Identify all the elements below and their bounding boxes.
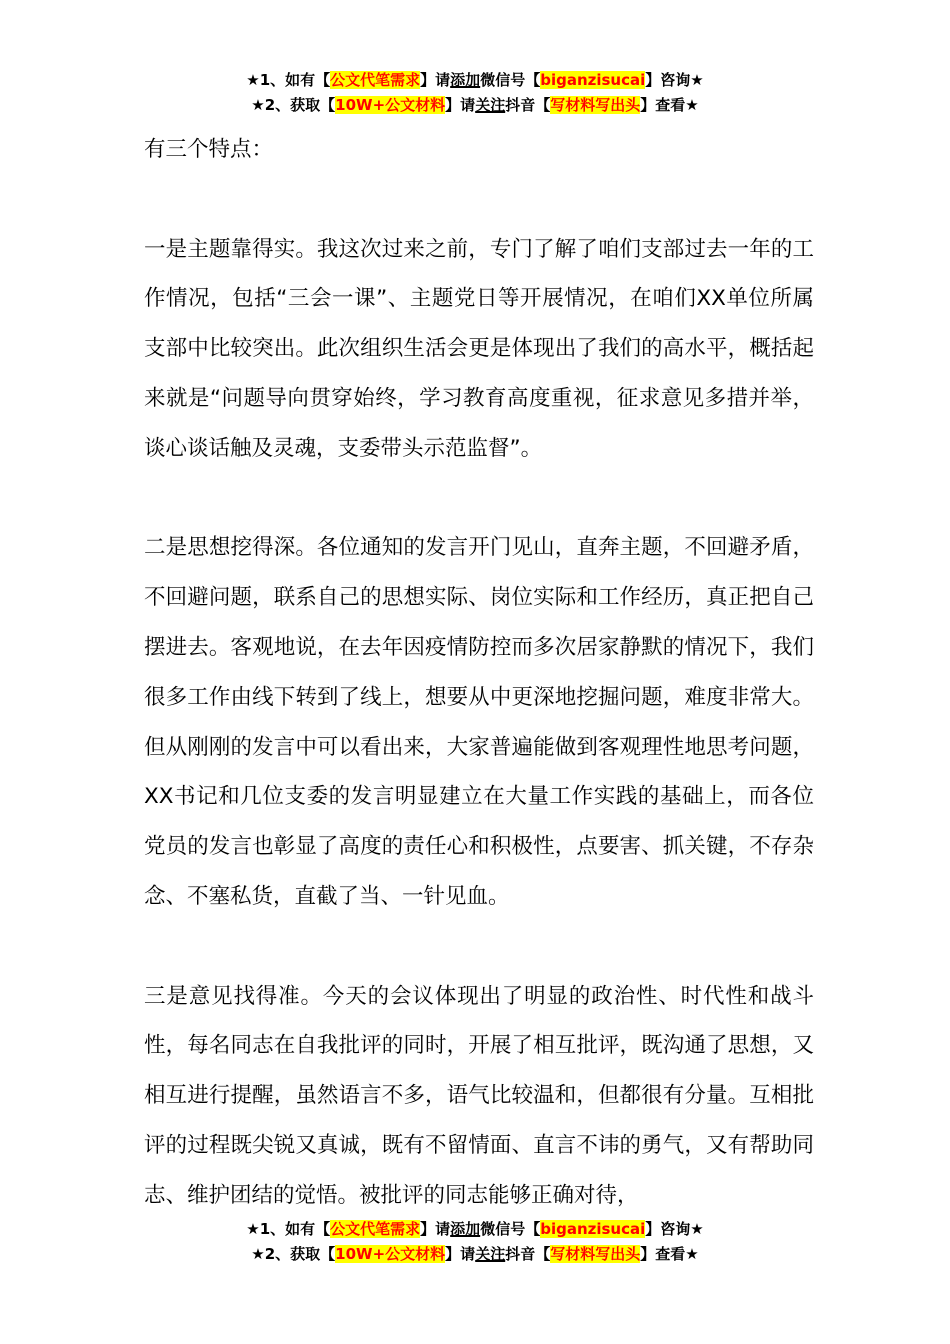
star-icon: ★ — [690, 71, 704, 89]
star-icon: ★ — [246, 1220, 260, 1238]
intro-line: 有三个特点： — [144, 137, 274, 162]
banner-text: 微信号【 — [480, 1220, 541, 1238]
footer-banner — [0, 1217, 950, 1267]
banner-text: 】请 — [445, 96, 476, 114]
highlight-materials: 10W+公文材料 — [335, 1245, 446, 1263]
underlined-action: 关注 — [475, 1245, 506, 1263]
paragraph-thinking: 二是思想挖得深。各位通知的发言开门见山，直奔主题，不回避矛盾，不回避问题，联系自己的思想实际、岗位实际和工作经历，真正把自己摆进去。客观地说，在去年因疫情防控而多次居家静默的情况下，我们很多工作由线下转到了线上，想要从中更深地挖掘问题，难度非常大。但从刚刚的发言中可以看出来，大家普遍能做到客观理性地思考问题，XX书记和几位支委的发言明显建立在大量工作实践的基础上，而各位党员的发言也彰显了高度的责任心和积极性，点要害、抓关键，不存杂念、不塞私货，直截了当、一针见血。 — [144, 535, 814, 909]
paragraph-theme: 一是主题靠得实。我这次过来之前，专门了解了咱们支部过去一年的工作情况，包括“三会一课”、主题党日等开展情况，在咱们XX单位所属支部中比较突出。此次组织生活会更是体现出了我们的高水平，概括起来就是“问题导向贯穿始终，学习教育高度重视，征求意见多措并举，谈心谈话触及灵魂，支委带头示范监督”。 — [144, 236, 814, 461]
banner-text: 微信号【 — [480, 71, 541, 89]
highlight-douyin-account: 写材料写出头 — [550, 96, 641, 114]
banner-text: 抖音【 — [505, 96, 551, 114]
star-icon: ★ — [251, 96, 265, 114]
highlight-service: 公文代笔需求 — [330, 71, 421, 89]
banner-line-2 — [0, 93, 950, 118]
highlight-materials: 10W+公文材料 — [335, 96, 446, 114]
highlight-wechat-id: biganzisucai — [540, 1220, 646, 1238]
banner-line-1 — [0, 68, 950, 93]
banner-text: 1、如有【 — [259, 1220, 331, 1238]
header-banner — [0, 68, 950, 118]
star-icon: ★ — [685, 96, 699, 114]
star-icon: ★ — [251, 1245, 265, 1263]
highlight-wechat-id: biganzisucai — [540, 71, 646, 89]
banner-text: 】请 — [420, 71, 451, 89]
banner-text: 】查看 — [640, 1245, 686, 1263]
star-icon: ★ — [690, 1220, 704, 1238]
banner-text: 2、获取【 — [264, 96, 336, 114]
underlined-action: 添加 — [450, 1220, 481, 1238]
banner-line-2 — [0, 1242, 950, 1267]
document-body — [144, 125, 814, 1270]
banner-text: 】请 — [420, 1220, 451, 1238]
banner-text: 】咨询 — [645, 71, 691, 89]
highlight-service: 公文代笔需求 — [330, 1220, 421, 1238]
banner-text: 2、获取【 — [264, 1245, 336, 1263]
banner-text: 】查看 — [640, 96, 686, 114]
highlight-douyin-account: 写材料写出头 — [550, 1245, 641, 1263]
banner-line-1 — [0, 1217, 950, 1242]
banner-text: 】咨询 — [645, 1220, 691, 1238]
paragraph-opinions: 三是意见找得准。今天的会议体现出了明显的政治性、时代性和战斗性，每名同志在自我批评的同时，开展了相互批评，既沟通了思想，又相互进行提醒，虽然语言不多，语气比较温和，但都很有分量。互相批评的过程既尖锐又真诚，既有不留情面、直言不讳的勇气，又有帮助同志、维护团结的觉悟。被批评的同志能够正确对待， — [144, 983, 814, 1208]
banner-text: 1、如有【 — [259, 71, 331, 89]
banner-text: 抖音【 — [505, 1245, 551, 1263]
star-icon: ★ — [246, 71, 260, 89]
underlined-action: 关注 — [475, 96, 506, 114]
star-icon: ★ — [685, 1245, 699, 1263]
banner-text: 】请 — [445, 1245, 476, 1263]
underlined-action: 添加 — [450, 71, 481, 89]
